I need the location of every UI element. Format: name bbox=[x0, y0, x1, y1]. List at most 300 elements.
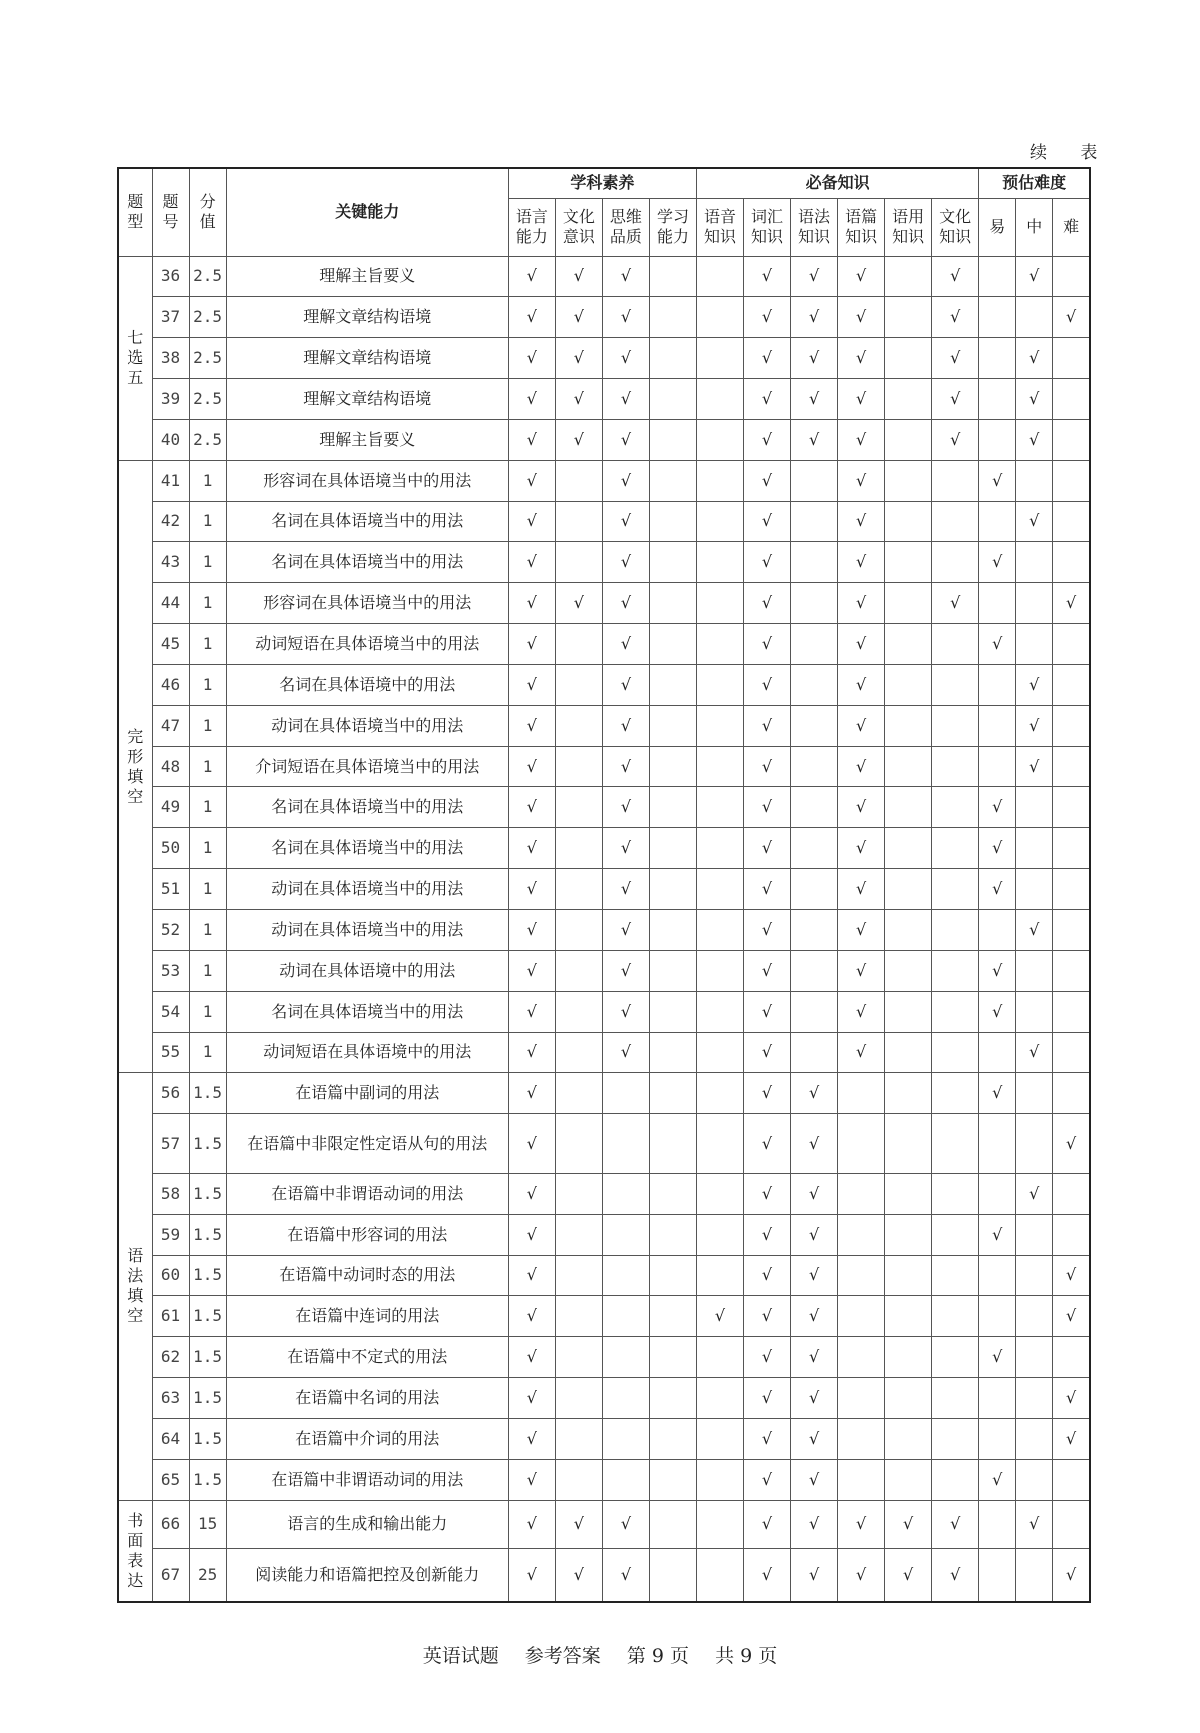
empty-cell bbox=[602, 1459, 649, 1500]
empty-cell bbox=[1016, 950, 1053, 991]
check-mark: √ bbox=[602, 1032, 649, 1073]
empty-cell bbox=[791, 664, 838, 705]
key-ability: 在语篇中名词的用法 bbox=[226, 1378, 508, 1419]
check-mark: √ bbox=[508, 1459, 555, 1500]
check-mark: √ bbox=[791, 338, 838, 379]
empty-cell bbox=[979, 1549, 1016, 1602]
empty-cell bbox=[1053, 624, 1090, 665]
check-mark: √ bbox=[838, 828, 885, 869]
empty-cell bbox=[979, 379, 1016, 420]
check-mark: √ bbox=[979, 542, 1016, 583]
check-mark: √ bbox=[508, 1418, 555, 1459]
check-mark: √ bbox=[744, 869, 791, 910]
key-ability: 动词短语在具体语境当中的用法 bbox=[226, 624, 508, 665]
empty-cell bbox=[696, 1378, 743, 1419]
question-number: 50 bbox=[152, 828, 189, 869]
empty-cell bbox=[649, 828, 696, 869]
empty-cell bbox=[885, 1378, 932, 1419]
header-ability: 关键能力 bbox=[226, 168, 508, 256]
empty-cell bbox=[979, 1378, 1016, 1419]
empty-cell bbox=[696, 1500, 743, 1549]
check-mark: √ bbox=[1053, 1114, 1090, 1174]
check-mark: √ bbox=[791, 1500, 838, 1549]
empty-cell bbox=[649, 787, 696, 828]
empty-cell bbox=[1053, 1173, 1090, 1214]
empty-cell bbox=[649, 1073, 696, 1114]
key-ability: 理解文章结构语境 bbox=[226, 379, 508, 420]
empty-cell bbox=[1053, 910, 1090, 951]
empty-cell bbox=[885, 991, 932, 1032]
empty-cell bbox=[885, 542, 932, 583]
empty-cell bbox=[555, 705, 602, 746]
key-ability: 在语篇中非谓语动词的用法 bbox=[226, 1459, 508, 1500]
check-mark: √ bbox=[744, 338, 791, 379]
empty-cell bbox=[555, 950, 602, 991]
check-mark: √ bbox=[838, 256, 885, 297]
check-mark: √ bbox=[1016, 1500, 1053, 1549]
empty-cell bbox=[696, 419, 743, 460]
empty-cell bbox=[838, 1378, 885, 1419]
check-mark: √ bbox=[744, 828, 791, 869]
check-mark: √ bbox=[838, 583, 885, 624]
question-number: 38 bbox=[152, 338, 189, 379]
question-score: 1 bbox=[189, 501, 226, 542]
empty-cell bbox=[649, 379, 696, 420]
question-score: 1.5 bbox=[189, 1173, 226, 1214]
empty-cell bbox=[885, 1255, 932, 1296]
empty-cell bbox=[649, 1337, 696, 1378]
check-mark: √ bbox=[791, 1296, 838, 1337]
empty-cell bbox=[885, 1337, 932, 1378]
empty-cell bbox=[602, 1114, 649, 1174]
check-mark: √ bbox=[932, 379, 979, 420]
empty-cell bbox=[1016, 828, 1053, 869]
question-number: 62 bbox=[152, 1337, 189, 1378]
check-mark: √ bbox=[744, 1032, 791, 1073]
header-col-medium: 中 bbox=[1016, 198, 1053, 256]
header-group-literacy: 学科素养 bbox=[508, 168, 696, 198]
check-mark: √ bbox=[508, 869, 555, 910]
check-mark: √ bbox=[1016, 501, 1053, 542]
check-mark: √ bbox=[838, 338, 885, 379]
check-mark: √ bbox=[932, 1549, 979, 1602]
empty-cell bbox=[696, 460, 743, 501]
empty-cell bbox=[555, 460, 602, 501]
check-mark: √ bbox=[744, 1418, 791, 1459]
empty-cell bbox=[1016, 583, 1053, 624]
check-mark: √ bbox=[508, 910, 555, 951]
empty-cell bbox=[885, 828, 932, 869]
empty-cell bbox=[932, 624, 979, 665]
empty-cell bbox=[885, 624, 932, 665]
empty-cell bbox=[1053, 501, 1090, 542]
empty-cell bbox=[696, 1459, 743, 1500]
empty-cell bbox=[791, 828, 838, 869]
check-mark: √ bbox=[602, 664, 649, 705]
question-score: 2.5 bbox=[189, 338, 226, 379]
key-ability: 在语篇中介词的用法 bbox=[226, 1418, 508, 1459]
empty-cell bbox=[932, 869, 979, 910]
empty-cell bbox=[979, 1255, 1016, 1296]
header-col: 语音知识 bbox=[696, 198, 743, 256]
check-mark: √ bbox=[555, 1500, 602, 1549]
empty-cell bbox=[1053, 1032, 1090, 1073]
check-mark: √ bbox=[602, 379, 649, 420]
empty-cell bbox=[1016, 1114, 1053, 1174]
key-ability: 在语篇中形容词的用法 bbox=[226, 1214, 508, 1255]
header-col: 词汇知识 bbox=[744, 198, 791, 256]
check-mark: √ bbox=[838, 950, 885, 991]
empty-cell bbox=[838, 1296, 885, 1337]
question-number: 66 bbox=[152, 1500, 189, 1549]
empty-cell bbox=[838, 1337, 885, 1378]
empty-cell bbox=[696, 1418, 743, 1459]
key-ability: 动词在具体语境当中的用法 bbox=[226, 705, 508, 746]
table-body bbox=[118, 256, 1090, 1602]
empty-cell bbox=[649, 501, 696, 542]
check-mark: √ bbox=[791, 1337, 838, 1378]
empty-cell bbox=[1016, 1378, 1053, 1419]
empty-cell bbox=[885, 664, 932, 705]
empty-cell bbox=[1016, 460, 1053, 501]
empty-cell bbox=[555, 1114, 602, 1174]
check-mark: √ bbox=[508, 664, 555, 705]
key-ability: 在语篇中副词的用法 bbox=[226, 1073, 508, 1114]
check-mark: √ bbox=[508, 1073, 555, 1114]
check-mark: √ bbox=[508, 583, 555, 624]
empty-cell bbox=[555, 991, 602, 1032]
check-mark: √ bbox=[508, 501, 555, 542]
empty-cell bbox=[649, 664, 696, 705]
check-mark: √ bbox=[838, 787, 885, 828]
question-score: 1 bbox=[189, 624, 226, 665]
empty-cell bbox=[555, 1459, 602, 1500]
question-score: 1.5 bbox=[189, 1418, 226, 1459]
empty-cell bbox=[791, 950, 838, 991]
question-score: 1.5 bbox=[189, 1459, 226, 1500]
empty-cell bbox=[555, 746, 602, 787]
check-mark: √ bbox=[744, 705, 791, 746]
check-mark: √ bbox=[508, 787, 555, 828]
question-score: 1.5 bbox=[189, 1073, 226, 1114]
empty-cell bbox=[1016, 869, 1053, 910]
table-row bbox=[118, 1378, 1090, 1419]
footer-subject: 英语试题 bbox=[422, 1645, 499, 1667]
key-ability: 在语篇中连词的用法 bbox=[226, 1296, 508, 1337]
empty-cell bbox=[696, 256, 743, 297]
check-mark: √ bbox=[602, 501, 649, 542]
table-row bbox=[118, 1549, 1090, 1602]
empty-cell bbox=[932, 950, 979, 991]
empty-cell bbox=[649, 705, 696, 746]
header-group-knowledge: 必备知识 bbox=[696, 168, 978, 198]
table-row bbox=[118, 256, 1090, 297]
check-mark: √ bbox=[555, 256, 602, 297]
empty-cell bbox=[885, 338, 932, 379]
empty-cell bbox=[885, 1073, 932, 1114]
check-mark: √ bbox=[932, 297, 979, 338]
question-score: 25 bbox=[189, 1549, 226, 1602]
empty-cell bbox=[885, 1173, 932, 1214]
check-mark: √ bbox=[1016, 1032, 1053, 1073]
empty-cell bbox=[696, 338, 743, 379]
empty-cell bbox=[1016, 1073, 1053, 1114]
check-mark: √ bbox=[602, 910, 649, 951]
empty-cell bbox=[696, 1337, 743, 1378]
check-mark: √ bbox=[1016, 910, 1053, 951]
question-number: 43 bbox=[152, 542, 189, 583]
key-ability: 动词在具体语境中的用法 bbox=[226, 950, 508, 991]
empty-cell bbox=[791, 746, 838, 787]
empty-cell bbox=[696, 624, 743, 665]
check-mark: √ bbox=[791, 379, 838, 420]
check-mark: √ bbox=[508, 746, 555, 787]
question-score: 2.5 bbox=[189, 297, 226, 338]
check-mark: √ bbox=[838, 910, 885, 951]
check-mark: √ bbox=[979, 460, 1016, 501]
check-mark: √ bbox=[744, 991, 791, 1032]
empty-cell bbox=[932, 1296, 979, 1337]
question-number: 61 bbox=[152, 1296, 189, 1337]
table-row bbox=[118, 1114, 1090, 1174]
empty-cell bbox=[885, 460, 932, 501]
key-ability: 阅读能力和语篇把控及创新能力 bbox=[226, 1549, 508, 1602]
check-mark: √ bbox=[602, 705, 649, 746]
answer-analysis-table bbox=[117, 167, 1091, 1603]
empty-cell bbox=[838, 1114, 885, 1174]
question-score: 1 bbox=[189, 991, 226, 1032]
check-mark: √ bbox=[885, 1500, 932, 1549]
check-mark: √ bbox=[602, 828, 649, 869]
empty-cell bbox=[649, 1296, 696, 1337]
check-mark: √ bbox=[508, 338, 555, 379]
check-mark: √ bbox=[1053, 583, 1090, 624]
check-mark: √ bbox=[932, 1500, 979, 1549]
check-mark: √ bbox=[508, 379, 555, 420]
empty-cell bbox=[696, 542, 743, 583]
empty-cell bbox=[791, 542, 838, 583]
check-mark: √ bbox=[508, 1173, 555, 1214]
question-score: 1 bbox=[189, 746, 226, 787]
empty-cell bbox=[885, 501, 932, 542]
check-mark: √ bbox=[1053, 1549, 1090, 1602]
check-mark: √ bbox=[602, 991, 649, 1032]
empty-cell bbox=[696, 950, 743, 991]
empty-cell bbox=[791, 460, 838, 501]
table-row bbox=[118, 746, 1090, 787]
check-mark: √ bbox=[744, 746, 791, 787]
check-mark: √ bbox=[838, 1549, 885, 1602]
table-row bbox=[118, 1500, 1090, 1549]
key-ability: 名词在具体语境当中的用法 bbox=[226, 787, 508, 828]
header-type: 题型 bbox=[118, 168, 152, 256]
empty-cell bbox=[649, 991, 696, 1032]
check-mark: √ bbox=[508, 1255, 555, 1296]
continued-table-label: 续 表 bbox=[1030, 143, 1112, 163]
empty-cell bbox=[649, 1500, 696, 1549]
empty-cell bbox=[555, 1073, 602, 1114]
empty-cell bbox=[838, 1073, 885, 1114]
empty-cell bbox=[838, 1459, 885, 1500]
check-mark: √ bbox=[555, 338, 602, 379]
question-number: 49 bbox=[152, 787, 189, 828]
empty-cell bbox=[649, 746, 696, 787]
empty-cell bbox=[696, 1032, 743, 1073]
table-row bbox=[118, 787, 1090, 828]
header-col: 思维品质 bbox=[602, 198, 649, 256]
key-ability: 形容词在具体语境当中的用法 bbox=[226, 460, 508, 501]
check-mark: √ bbox=[979, 1214, 1016, 1255]
empty-cell bbox=[696, 746, 743, 787]
empty-cell bbox=[696, 297, 743, 338]
key-ability: 理解主旨要义 bbox=[226, 419, 508, 460]
empty-cell bbox=[555, 910, 602, 951]
empty-cell bbox=[979, 256, 1016, 297]
empty-cell bbox=[555, 542, 602, 583]
empty-cell bbox=[602, 1418, 649, 1459]
table-row bbox=[118, 1337, 1090, 1378]
table-row bbox=[118, 419, 1090, 460]
empty-cell bbox=[696, 664, 743, 705]
footer-total: 共 9 页 bbox=[715, 1645, 778, 1667]
check-mark: √ bbox=[979, 1459, 1016, 1500]
empty-cell bbox=[932, 1173, 979, 1214]
key-ability: 动词在具体语境当中的用法 bbox=[226, 869, 508, 910]
empty-cell bbox=[838, 1418, 885, 1459]
empty-cell bbox=[932, 1073, 979, 1114]
check-mark: √ bbox=[602, 624, 649, 665]
question-number: 65 bbox=[152, 1459, 189, 1500]
check-mark: √ bbox=[1053, 1296, 1090, 1337]
question-number: 39 bbox=[152, 379, 189, 420]
check-mark: √ bbox=[744, 910, 791, 951]
empty-cell bbox=[979, 338, 1016, 379]
question-score: 1 bbox=[189, 583, 226, 624]
empty-cell bbox=[932, 664, 979, 705]
empty-cell bbox=[1053, 1214, 1090, 1255]
empty-cell bbox=[932, 746, 979, 787]
empty-cell bbox=[979, 501, 1016, 542]
key-ability: 介词短语在具体语境当中的用法 bbox=[226, 746, 508, 787]
question-score: 1 bbox=[189, 705, 226, 746]
question-score: 1.5 bbox=[189, 1114, 226, 1174]
check-mark: √ bbox=[791, 1255, 838, 1296]
table-row bbox=[118, 1173, 1090, 1214]
table-row bbox=[118, 1255, 1090, 1296]
check-mark: √ bbox=[1016, 1173, 1053, 1214]
key-ability: 语言的生成和输出能力 bbox=[226, 1500, 508, 1549]
check-mark: √ bbox=[602, 297, 649, 338]
question-number: 57 bbox=[152, 1114, 189, 1174]
header-col-hard: 难 bbox=[1053, 198, 1090, 256]
empty-cell bbox=[979, 746, 1016, 787]
empty-cell bbox=[696, 1114, 743, 1174]
check-mark: √ bbox=[508, 1296, 555, 1337]
question-number: 40 bbox=[152, 419, 189, 460]
question-number: 55 bbox=[152, 1032, 189, 1073]
check-mark: √ bbox=[744, 1114, 791, 1174]
check-mark: √ bbox=[744, 1459, 791, 1500]
check-mark: √ bbox=[791, 1073, 838, 1114]
key-ability: 动词在具体语境当中的用法 bbox=[226, 910, 508, 951]
check-mark: √ bbox=[602, 869, 649, 910]
empty-cell bbox=[838, 1214, 885, 1255]
check-mark: √ bbox=[838, 746, 885, 787]
check-mark: √ bbox=[602, 542, 649, 583]
header-col: 语篇知识 bbox=[838, 198, 885, 256]
question-number: 56 bbox=[152, 1073, 189, 1114]
table-row bbox=[118, 705, 1090, 746]
empty-cell bbox=[979, 664, 1016, 705]
check-mark: √ bbox=[744, 542, 791, 583]
empty-cell bbox=[1053, 1337, 1090, 1378]
empty-cell bbox=[649, 297, 696, 338]
question-score: 1 bbox=[189, 869, 226, 910]
check-mark: √ bbox=[744, 1549, 791, 1602]
empty-cell bbox=[838, 1255, 885, 1296]
empty-cell bbox=[932, 542, 979, 583]
empty-cell bbox=[979, 910, 1016, 951]
question-score: 2.5 bbox=[189, 379, 226, 420]
question-number: 42 bbox=[152, 501, 189, 542]
question-number: 52 bbox=[152, 910, 189, 951]
check-mark: √ bbox=[932, 583, 979, 624]
header-col: 语言能力 bbox=[508, 198, 555, 256]
check-mark: √ bbox=[508, 1549, 555, 1602]
table-row bbox=[118, 1032, 1090, 1073]
empty-cell bbox=[885, 1114, 932, 1174]
empty-cell bbox=[602, 1073, 649, 1114]
empty-cell bbox=[932, 1032, 979, 1073]
empty-cell bbox=[555, 501, 602, 542]
check-mark: √ bbox=[508, 1032, 555, 1073]
check-mark: √ bbox=[602, 419, 649, 460]
table-row bbox=[118, 828, 1090, 869]
table-row bbox=[118, 664, 1090, 705]
check-mark: √ bbox=[508, 705, 555, 746]
empty-cell bbox=[885, 1418, 932, 1459]
empty-cell bbox=[649, 910, 696, 951]
key-ability: 理解文章结构语境 bbox=[226, 297, 508, 338]
empty-cell bbox=[885, 869, 932, 910]
empty-cell bbox=[791, 583, 838, 624]
empty-cell bbox=[649, 460, 696, 501]
check-mark: √ bbox=[744, 950, 791, 991]
check-mark: √ bbox=[791, 1549, 838, 1602]
empty-cell bbox=[932, 1378, 979, 1419]
question-score: 1 bbox=[189, 787, 226, 828]
check-mark: √ bbox=[555, 419, 602, 460]
check-mark: √ bbox=[508, 297, 555, 338]
check-mark: √ bbox=[791, 419, 838, 460]
check-mark: √ bbox=[602, 1549, 649, 1602]
empty-cell bbox=[885, 256, 932, 297]
empty-cell bbox=[649, 1173, 696, 1214]
check-mark: √ bbox=[602, 256, 649, 297]
empty-cell bbox=[1053, 338, 1090, 379]
table-row bbox=[118, 1418, 1090, 1459]
key-ability: 名词在具体语境中的用法 bbox=[226, 664, 508, 705]
footer-page: 第 9 页 bbox=[626, 1645, 690, 1667]
empty-cell bbox=[1053, 828, 1090, 869]
question-number: 54 bbox=[152, 991, 189, 1032]
check-mark: √ bbox=[838, 379, 885, 420]
empty-cell bbox=[1053, 787, 1090, 828]
empty-cell bbox=[932, 705, 979, 746]
check-mark: √ bbox=[838, 869, 885, 910]
check-mark: √ bbox=[508, 1378, 555, 1419]
key-ability: 在语篇中非谓语动词的用法 bbox=[226, 1173, 508, 1214]
